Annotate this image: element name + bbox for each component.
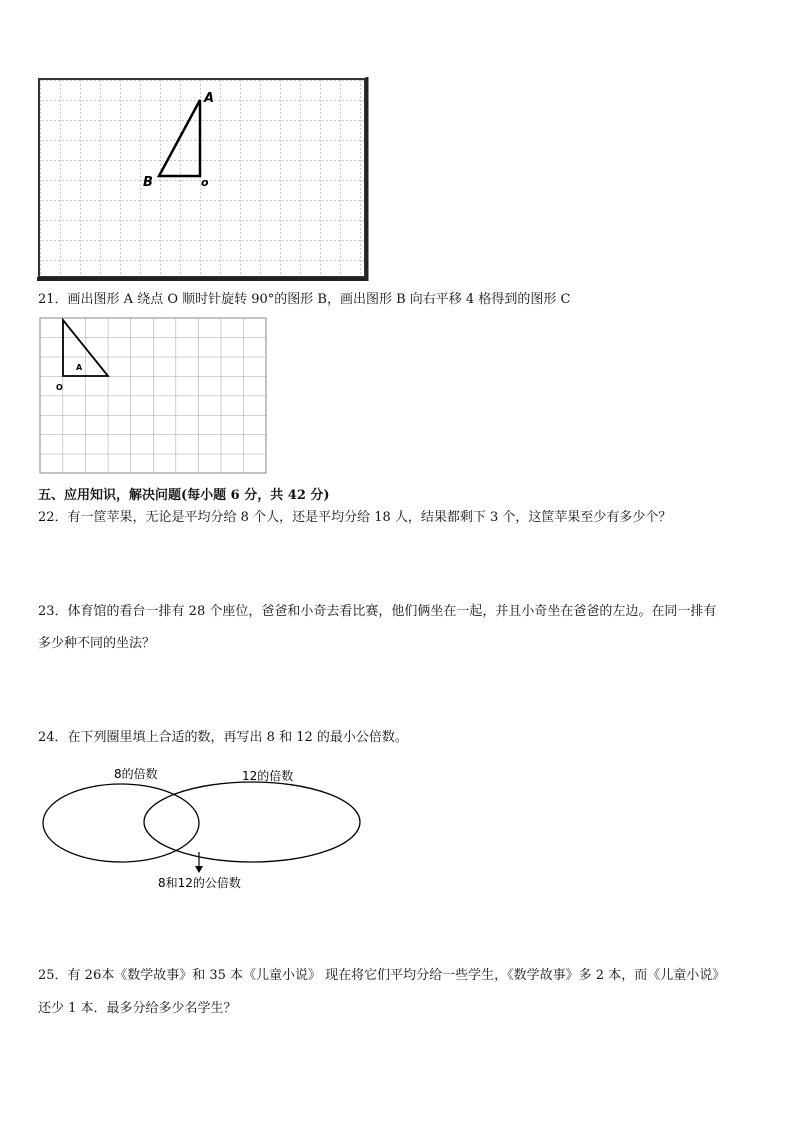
- question-23-line2: 多少种不同的坐法？: [38, 636, 156, 651]
- translation-grid-figure: [38, 316, 270, 478]
- venn-arrow-head: [195, 866, 203, 873]
- point-o-label-2: O: [56, 383, 63, 392]
- question-25-line1: 25．有 26本《数学故事》和 35 本《儿童小说》 现在将它们平均分给一些学生，《数学故事》多 2 本，而《儿童小说》: [38, 968, 726, 983]
- right-ellipse: [144, 782, 360, 862]
- venn-right-label: 12的倍数: [242, 769, 294, 783]
- grid-area-2: [40, 318, 266, 473]
- question-25-line2: 还少 1 本．最多分给多少名学生？: [38, 1001, 237, 1016]
- point-b-label: B: [143, 175, 153, 190]
- venn-diagram: [36, 760, 370, 894]
- question-23-line1: 23．体育馆的看台一排有 28 个座位，爸爸和小奇去看比赛，他们俩坐在一起，并且小奇坐在爸爸的左边。在同一排有: [38, 604, 717, 619]
- figure-a-label: A: [76, 363, 83, 372]
- rotation-grid-figure: [36, 76, 370, 282]
- point-o-label: o: [201, 176, 209, 189]
- venn-left-label: 8的倍数: [114, 767, 158, 781]
- question-22: 22．有一筐苹果，无论是平均分给 8 个人，还是平均分给 18 人，结果都剩下 3 个，这筐苹果至少有多少个？: [38, 510, 672, 525]
- question-24: 24．在下列圈里填上合适的数，再写出 8 和 12 的最小公倍数。: [38, 730, 408, 745]
- point-a-label: A: [204, 91, 215, 106]
- section-five-title: 五、应用知识，解决问题(每小题 6 分，共 42 分): [38, 488, 330, 503]
- question-21: 21．画出图形 A 绕点 O 顺时针旋转 90°的图形 B，画出图形 B 向右平移 4 格得到的图形 C: [38, 292, 571, 307]
- venn-bottom-label: 8和12的公倍数: [158, 876, 241, 890]
